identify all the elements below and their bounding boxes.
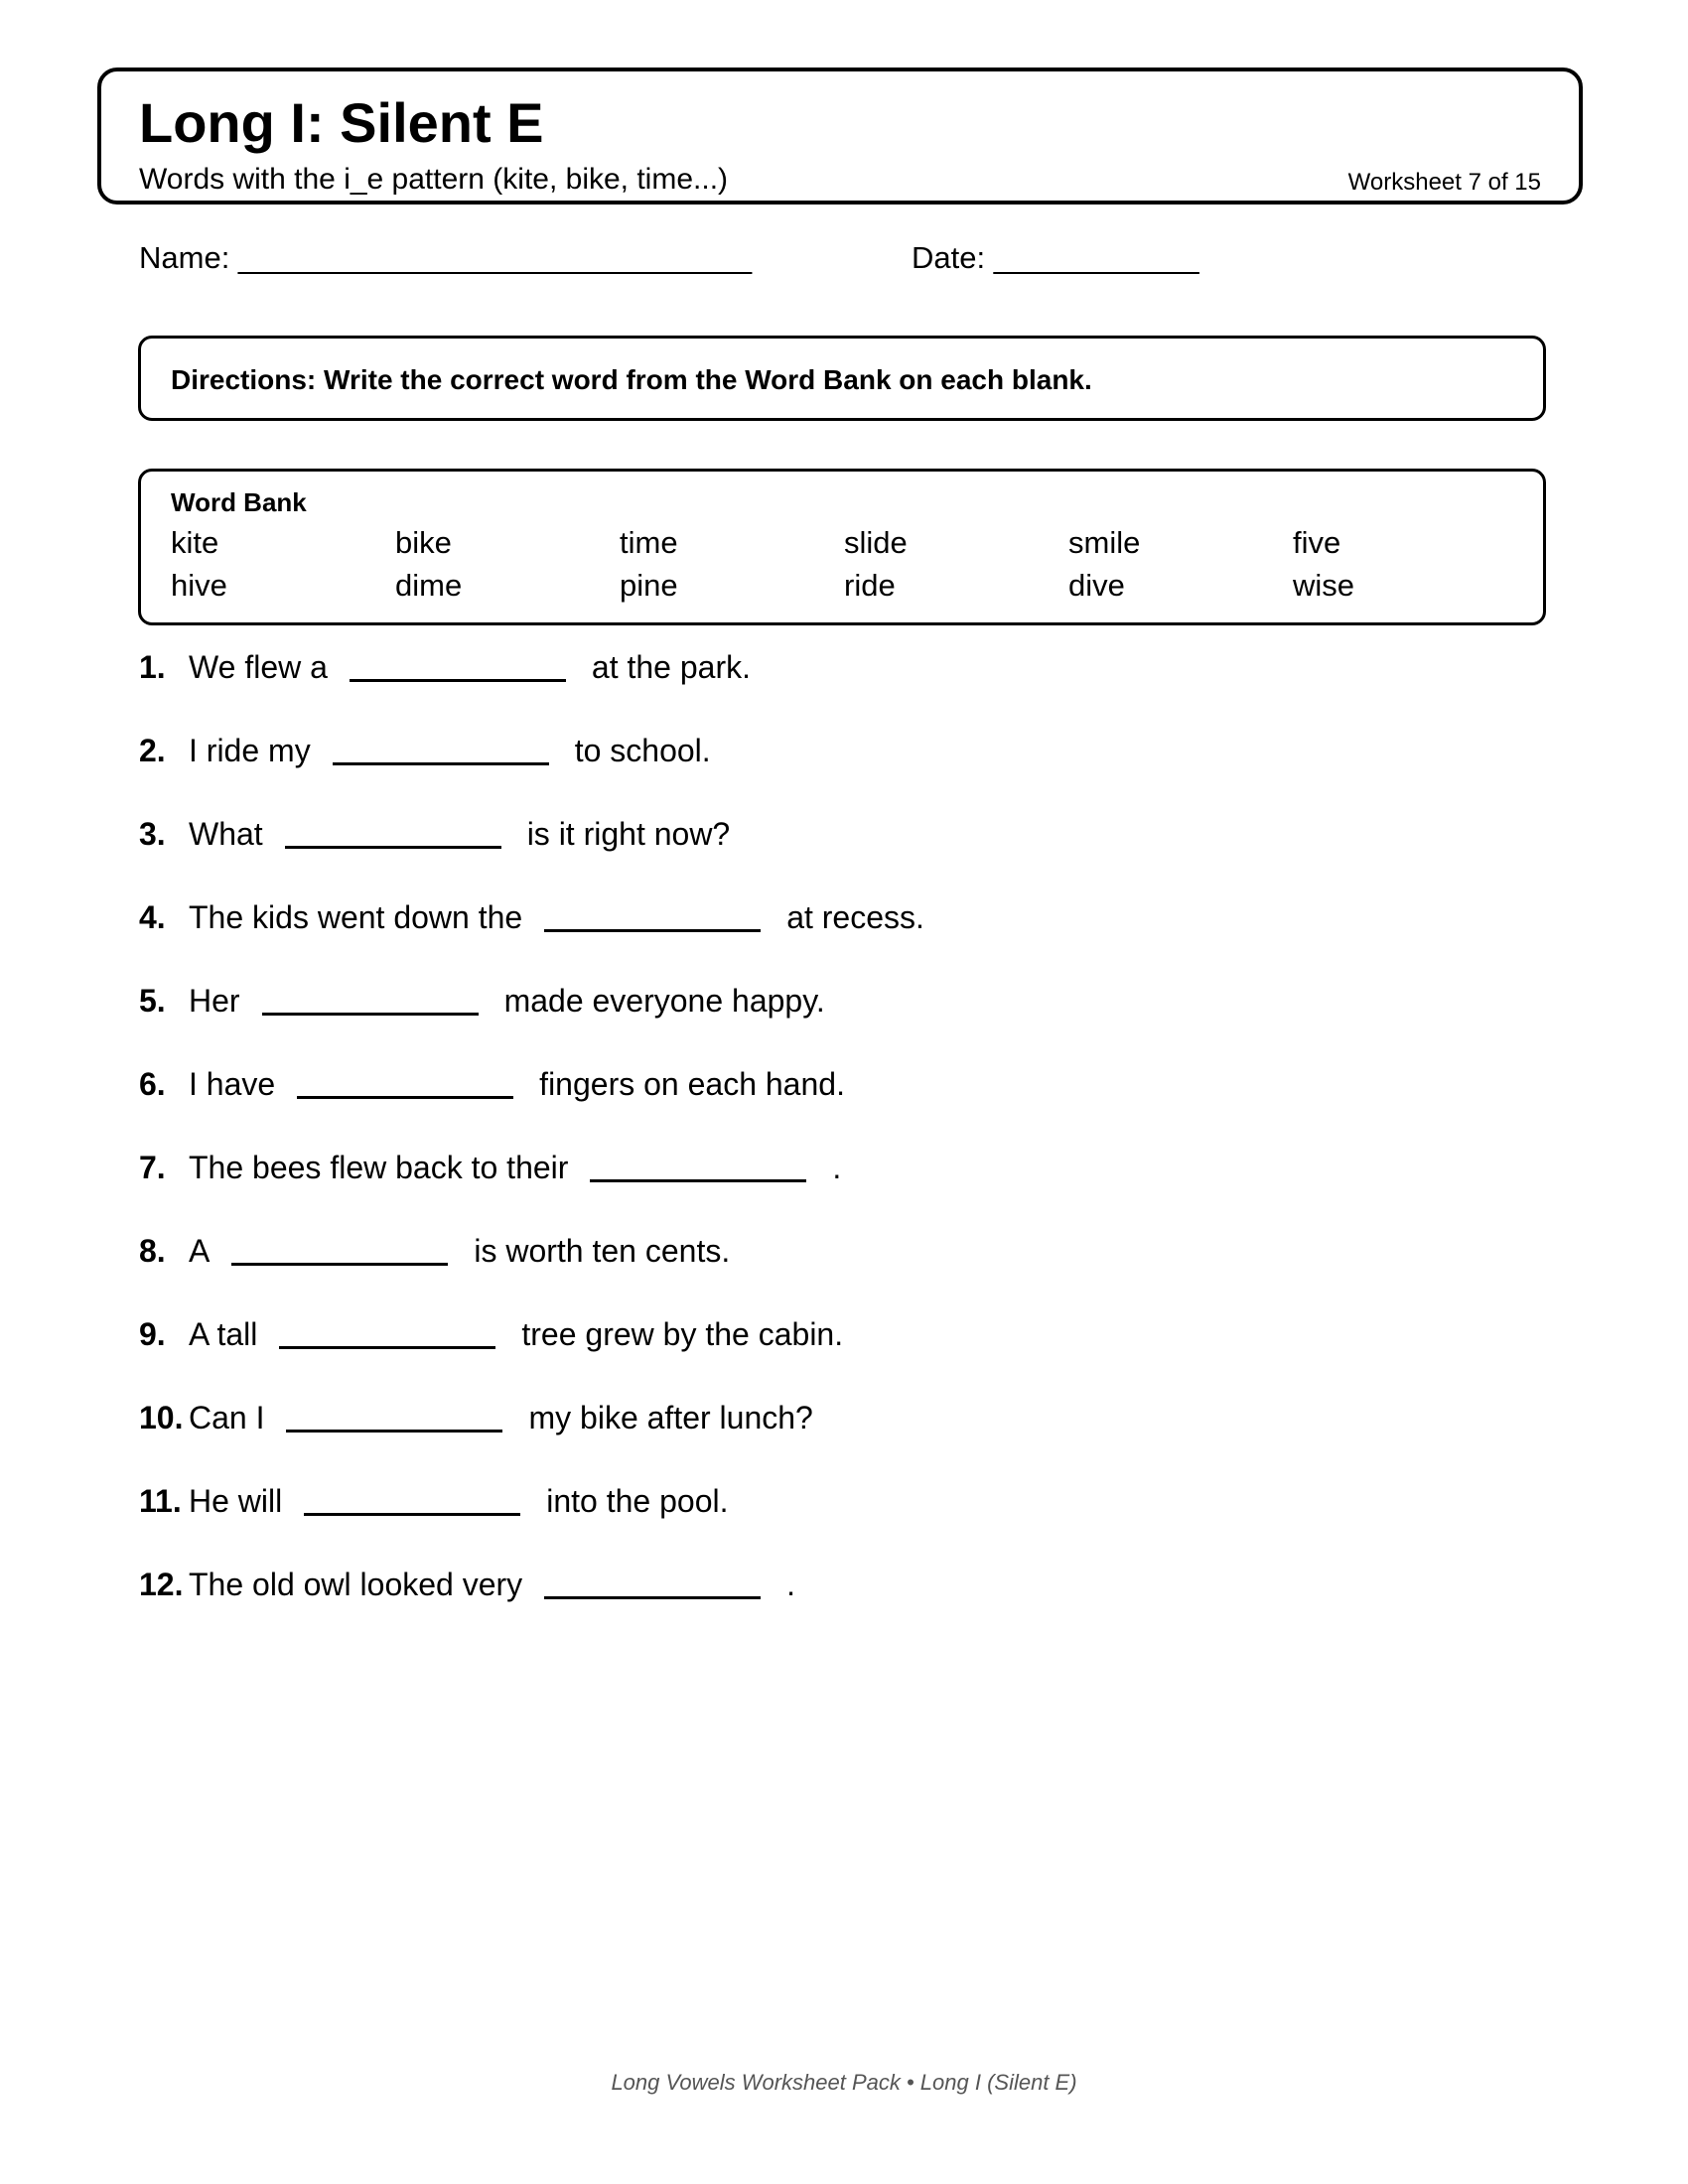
word-bank (138, 469, 1546, 625)
word-bank-word: dive (1068, 568, 1125, 603)
question-text-after: my bike after lunch? (528, 1400, 813, 1435)
question-text-after: into the pool. (546, 1483, 729, 1519)
question-number: 5. (139, 983, 166, 1019)
answer-blank[interactable] (544, 901, 761, 932)
question-text-after: is worth ten cents. (474, 1233, 731, 1269)
word-bank-word: kite (171, 525, 219, 560)
answer-blank[interactable] (279, 1318, 495, 1349)
date-field[interactable]: Date: ____________ (912, 240, 1199, 275)
question-text-before: Can I (189, 1400, 265, 1435)
question-number: 9. (139, 1316, 166, 1352)
answer-blank[interactable] (304, 1485, 520, 1516)
answer-blank[interactable] (231, 1235, 448, 1266)
question-item (139, 1152, 924, 1235)
question-item (139, 985, 924, 1068)
question-text-after: at the park. (591, 649, 751, 685)
question-item (139, 1235, 924, 1318)
word-bank-word: five (1293, 525, 1341, 560)
word-bank-title: Word Bank (171, 487, 307, 517)
question-item (139, 1569, 924, 1652)
name-field[interactable]: Name: ______________________________ (139, 240, 753, 275)
question-text-before: A (189, 1233, 211, 1269)
answer-blank[interactable] (297, 1068, 513, 1099)
question-item (139, 1402, 924, 1485)
question-number: 11. (139, 1483, 182, 1519)
worksheet-number: Worksheet 7 of 15 (1347, 169, 1541, 196)
question-text-after: fingers on each hand. (539, 1066, 845, 1102)
question-text-before: The kids went down the (189, 899, 523, 935)
question-text-before: What (189, 816, 263, 852)
question-number: 12. (139, 1567, 184, 1602)
question-text-before: I have (189, 1066, 276, 1102)
question-number: 8. (139, 1233, 166, 1269)
page-title: Long I: Silent E (139, 91, 544, 154)
word-bank-word: slide (844, 525, 908, 560)
word-bank-word: smile (1068, 525, 1141, 560)
word-bank-word: time (620, 525, 678, 560)
question-text-before: I ride my (189, 733, 311, 768)
answer-blank[interactable] (333, 735, 549, 765)
question-item (139, 901, 924, 985)
page-subtitle: Words with the i_e pattern (kite, bike, time...) (139, 163, 729, 196)
question-text-after: to school. (574, 733, 711, 768)
question-text-after: tree grew by the cabin. (521, 1316, 844, 1352)
question-list (139, 651, 924, 1652)
directions-text: Directions: Write the correct word from the Word Bank on each blank. (171, 364, 1092, 395)
question-number: 4. (139, 899, 166, 935)
word-bank-grid (171, 527, 1517, 613)
word-bank-word: ride (844, 568, 896, 603)
question-text-after: . (832, 1150, 842, 1185)
question-item (139, 651, 924, 735)
question-item (139, 818, 924, 901)
answer-blank[interactable] (350, 651, 566, 682)
question-text-before: We flew a (189, 649, 328, 685)
page-footer: Long Vowels Worksheet Pack • Long I (Silent E) (611, 2070, 1077, 2095)
question-number: 3. (139, 816, 166, 852)
question-number: 10. (139, 1400, 184, 1435)
answer-blank[interactable] (285, 818, 501, 849)
word-bank-word: dime (395, 568, 463, 603)
answer-blank[interactable] (286, 1402, 502, 1433)
question-number: 2. (139, 733, 166, 768)
question-number: 6. (139, 1066, 166, 1102)
question-text-after: at recess. (786, 899, 924, 935)
question-number: 1. (139, 649, 166, 685)
question-text-before: He will (189, 1483, 283, 1519)
question-item (139, 1485, 924, 1569)
word-bank-word: pine (620, 568, 678, 603)
question-text-before: A tall (189, 1316, 258, 1352)
question-text-before: The old owl looked very (189, 1567, 523, 1602)
answer-blank[interactable] (590, 1152, 806, 1182)
question-text-before: The bees flew back to their (189, 1150, 569, 1185)
directions-box (138, 336, 1546, 421)
word-bank-word: wise (1293, 568, 1355, 603)
question-item (139, 1068, 924, 1152)
word-bank-word: hive (171, 568, 227, 603)
question-number: 7. (139, 1150, 166, 1185)
answer-blank[interactable] (262, 985, 479, 1016)
answer-blank[interactable] (544, 1569, 761, 1599)
question-item (139, 1318, 924, 1402)
question-text-after: . (786, 1567, 796, 1602)
word-bank-word: bike (395, 525, 452, 560)
question-item (139, 735, 924, 818)
question-text-after: made everyone happy. (503, 983, 825, 1019)
question-text-before: Her (189, 983, 240, 1019)
question-text-after: is it right now? (526, 816, 731, 852)
